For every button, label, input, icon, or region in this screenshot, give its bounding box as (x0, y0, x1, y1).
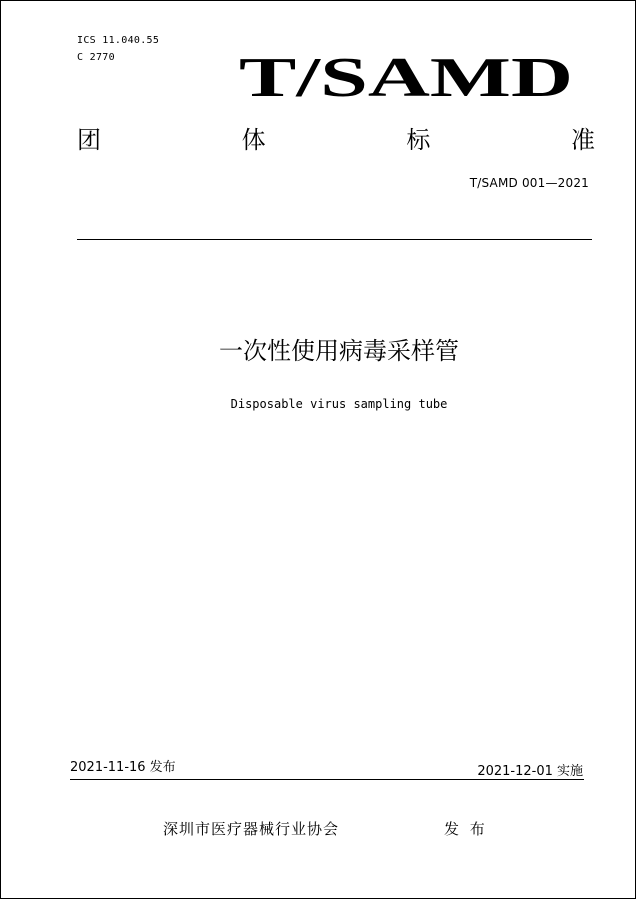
standard-type-char: 团 (77, 126, 101, 154)
standard-number: T/SAMD 001—2021 (469, 176, 589, 190)
ics-code: ICS 11.040.55 (77, 35, 160, 46)
standard-type-char: 体 (241, 126, 266, 154)
publish-date: 2021-11-16 发布 (70, 760, 176, 775)
footer-divider (70, 779, 584, 780)
issue-label: 发 布 (444, 820, 488, 838)
samd-logo (239, 49, 575, 105)
header-divider (77, 239, 592, 240)
standard-type-char: 标 (406, 126, 431, 154)
issuing-organization: 深圳市医疗器械行业协会 (163, 820, 340, 838)
standard-type (77, 125, 595, 155)
title-english: Disposable virus sampling tube (230, 397, 448, 411)
implement-date: 2021-12-01 实施 (477, 764, 583, 779)
samd-logo-text: T/SAMD (239, 49, 573, 105)
ccs-code: C 2770 (77, 52, 115, 63)
standard-type-char: 准 (570, 126, 595, 154)
title-chinese: 一次性使用病毒采样管 (219, 337, 459, 365)
